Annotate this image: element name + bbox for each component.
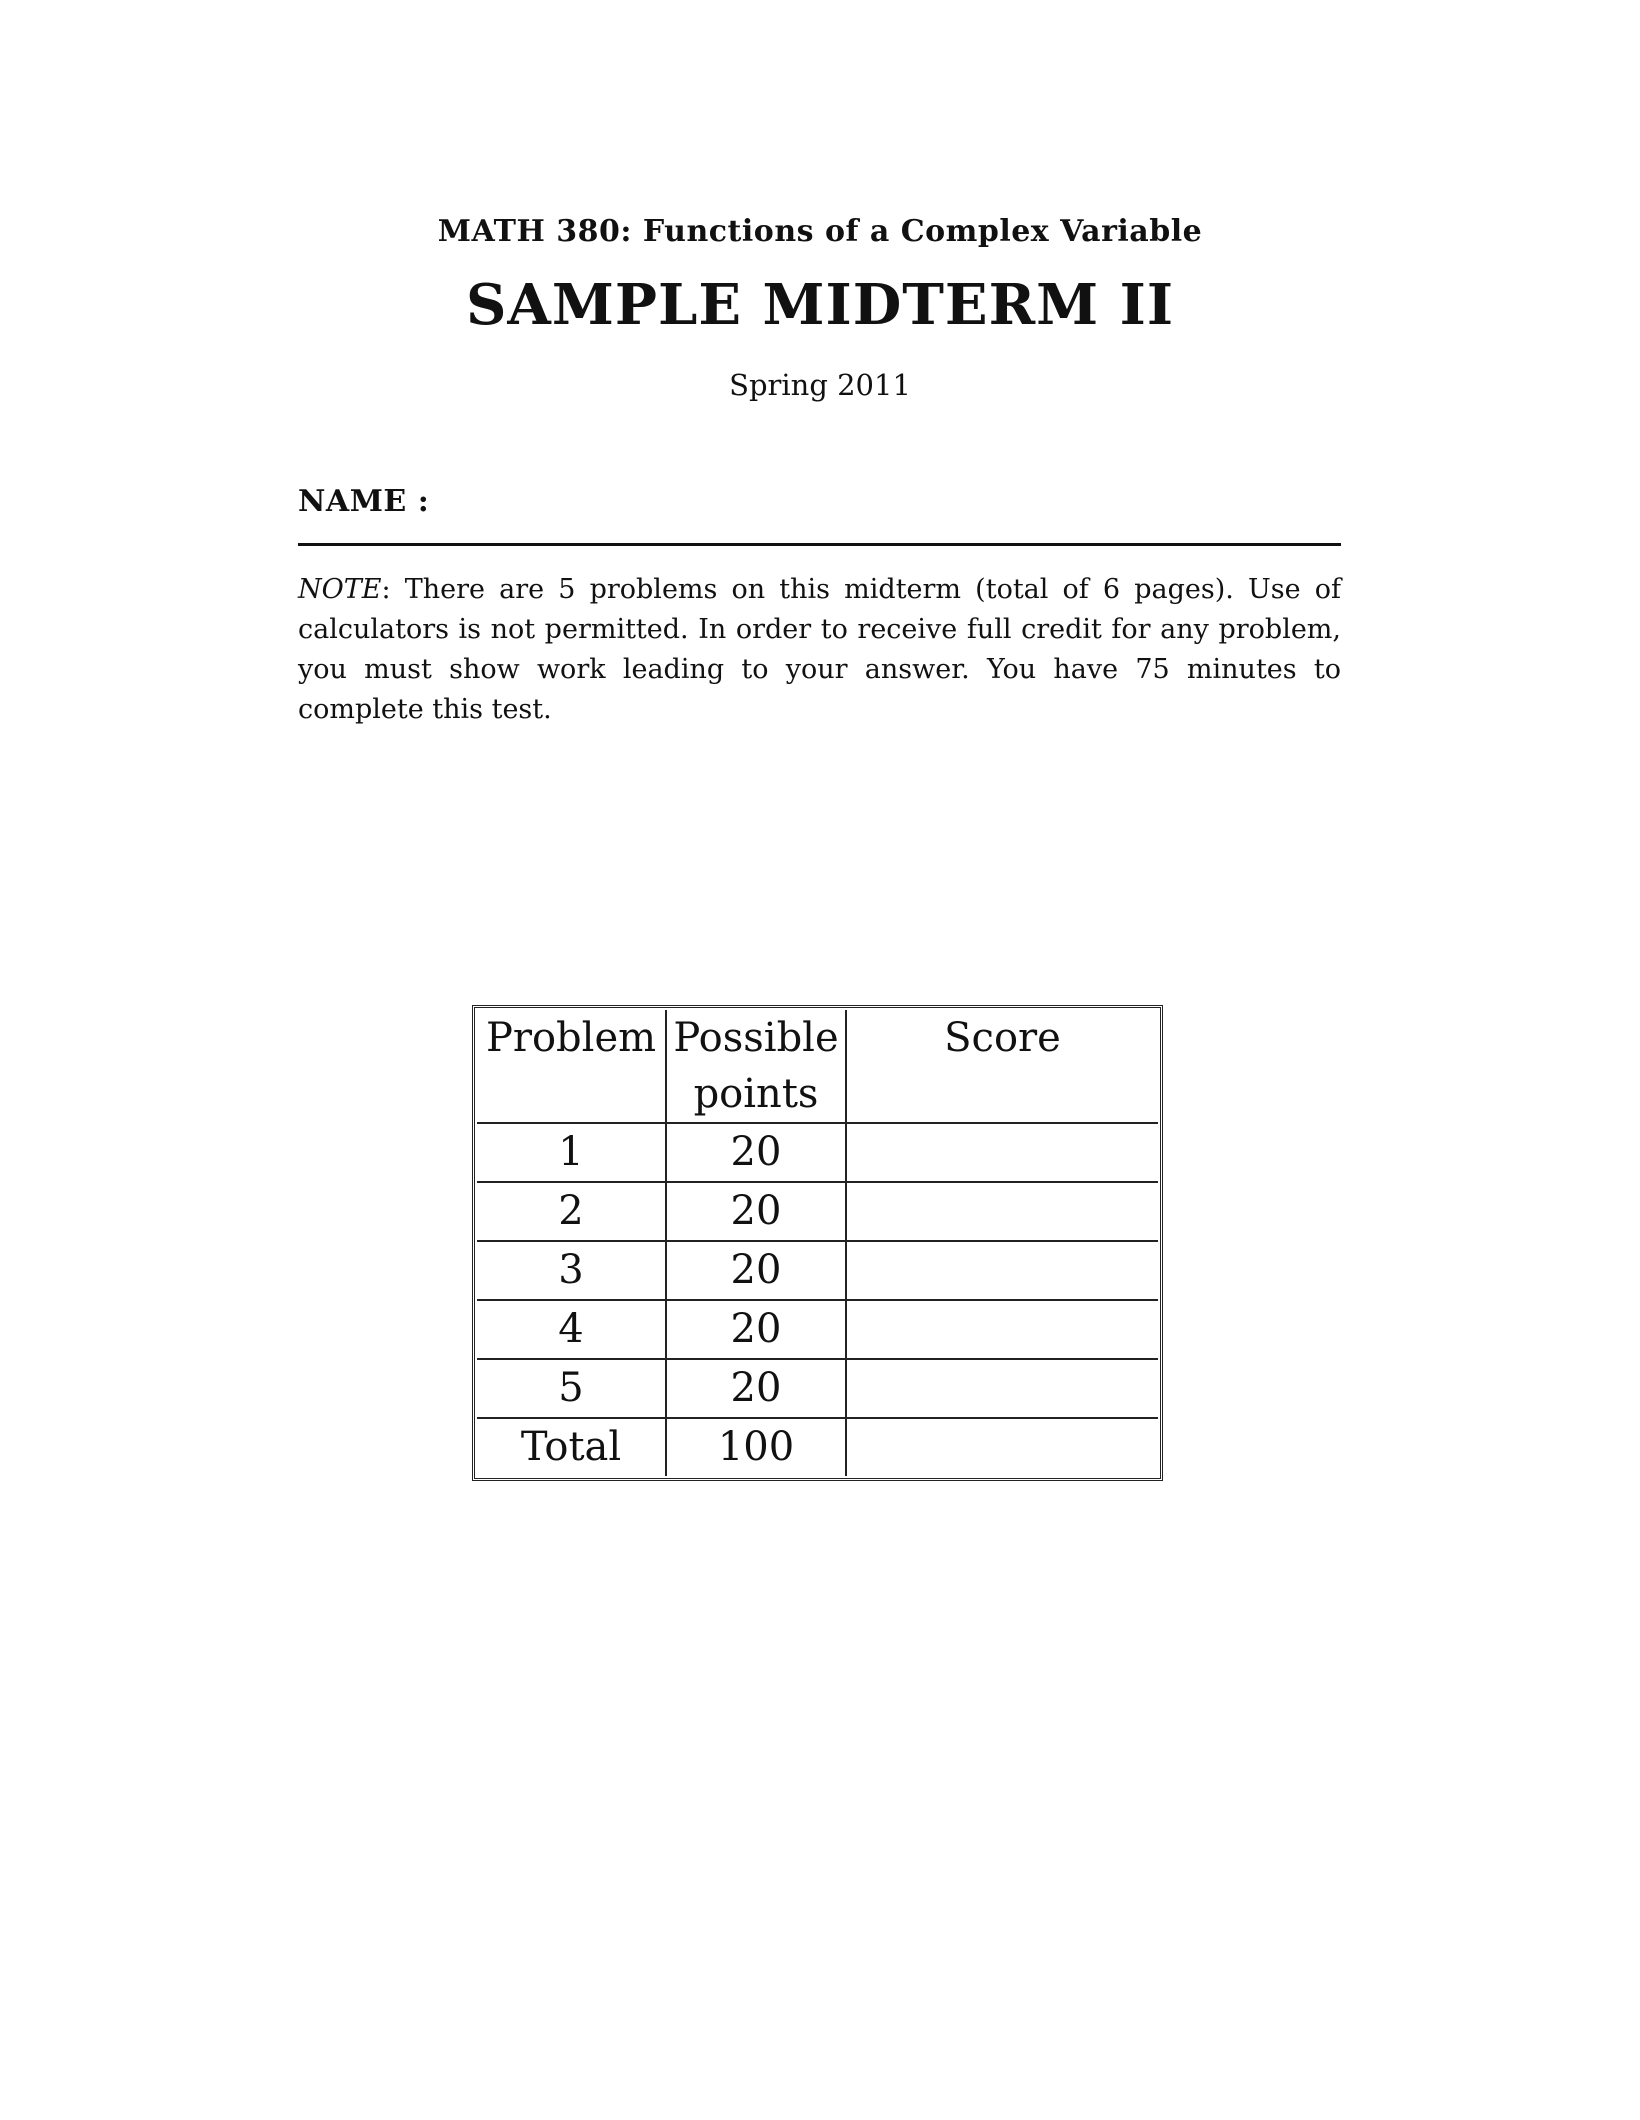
header-score: Score	[846, 1010, 1158, 1123]
header-possible-line2: points	[693, 1071, 819, 1117]
row-score-cell[interactable]	[846, 1123, 1158, 1182]
exam-term: Spring 2011	[729, 368, 911, 402]
row-points: 20	[666, 1359, 846, 1418]
row-points: 20	[666, 1123, 846, 1182]
score-table	[472, 1005, 1163, 1481]
course-title: MATH 380: Functions of a Complex Variable	[437, 214, 1203, 249]
row-points: 20	[666, 1182, 846, 1241]
note-text: : There are 5 problems on this midterm (total of 6 pages). Use of calculators is not permitted. In order to receive full credit for any problem, you must show work leading to your answer. You have 75 minutes to complete this test.	[298, 574, 1341, 725]
table-header-row	[477, 1010, 1158, 1123]
row-points: 20	[666, 1300, 846, 1359]
header-possible-line1: Possible	[673, 1015, 839, 1061]
header-problem: Problem	[477, 1010, 666, 1123]
row-score-cell[interactable]	[846, 1418, 1158, 1476]
table-row	[477, 1182, 1158, 1241]
row-problem: 1	[477, 1123, 666, 1182]
score-table-grid	[477, 1010, 1158, 1476]
row-points: 20	[666, 1241, 846, 1300]
exam-title: SAMPLE MIDTERM II	[465, 272, 1175, 338]
row-score-cell[interactable]	[846, 1359, 1158, 1418]
table-row	[477, 1123, 1158, 1182]
table-row	[477, 1300, 1158, 1359]
header-possible-points	[666, 1010, 846, 1123]
row-score-cell[interactable]	[846, 1241, 1158, 1300]
table-row	[477, 1359, 1158, 1418]
row-problem: 5	[477, 1359, 666, 1418]
instructions-note	[298, 570, 1341, 730]
name-line[interactable]	[298, 543, 1341, 546]
row-points: 100	[666, 1418, 846, 1476]
row-problem: Total	[477, 1418, 666, 1476]
row-score-cell[interactable]	[846, 1182, 1158, 1241]
note-label: NOTE	[298, 574, 382, 605]
row-problem: 2	[477, 1182, 666, 1241]
table-row	[477, 1241, 1158, 1300]
row-problem: 3	[477, 1241, 666, 1300]
name-label: NAME :	[298, 484, 430, 519]
row-problem: 4	[477, 1300, 666, 1359]
table-row-total	[477, 1418, 1158, 1476]
row-score-cell[interactable]	[846, 1300, 1158, 1359]
